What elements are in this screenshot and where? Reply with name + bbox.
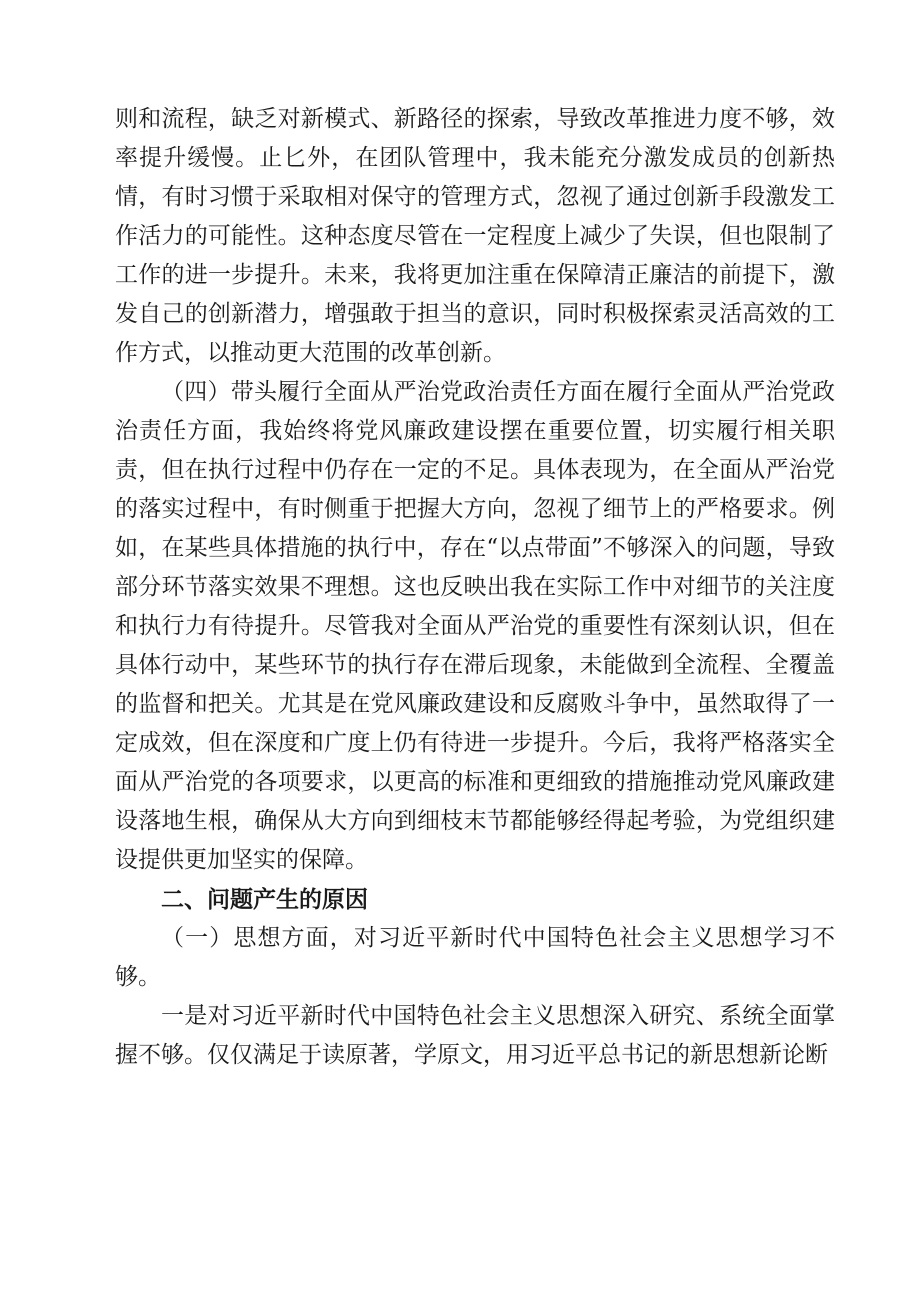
paragraph-point-one: 一是对习近平新时代中国特色社会主义思想深入研究、系统全面掌握不够。仅仅满足于读原著，学原文，用习近平总书记的新思想新论断	[115, 1003, 835, 1068]
paragraph-section-four: （四）带头履行全面从严治党政治责任方面在履行全面从严治党政治责任方面，我始终将党风廉政建设摆在重要位置，切实履行相关职责，但在执行过程中仍存在一定的不足。具体表现为，在全面从严治党的落实过程中，有时侧重于把握大方向，忽视了细节上的严格要求。例如，在某些具体措施的执行中，存在“以点带面”不够深入的问题，导致部分环节落实效果不理想。这也反映出我在实际工作中对细节的关注度和执行力有待提升。尽管我对全面从严治党的重要性有深刻认识，但在具体行动中，某些环节的执行存在滞后现象，未能做到全流程、全覆盖的监督和把关。尤其是在党风廉政建设和反腐败斗争中，虽然取得了一定成效，但在深度和广度上仍有待进一步提升。今后，我将严格落实全面从严治党的各项要求，以更高的标准和更细致的措施推动党风廉政建设落地生根，确保从大方向到细枝末节都能够经得起考验，为党组织建设提供更加坚实的保障。	[115, 379, 835, 873]
section-heading-causes: 二、问题产生的原因	[161, 886, 368, 913]
subheading-ideology: （一）思想方面，对习近平新时代中国特色社会主义思想学习不够。	[115, 925, 835, 990]
document-body	[115, 100, 835, 1075]
paragraph-innovation-continuation: 则和流程，缺乏对新模式、新路径的探索，导致改革推进力度不够，效率提升缓慢。止匕外，在团队管理中，我未能充分激发成员的创新热情，有时习惯于采取相对保守的管理方式，忽视了通过创新手段激发工作活力的可能性。这种态度尽管在一定程度上减少了失误，但也限制了工作的进一步提升。未来，我将更加注重在保障清正廉洁的前提下，激发自己的创新潜力，增强敢于担当的意识，同时积极探索灵活高效的工作方式，以推动更大范围的改革创新。	[115, 106, 835, 366]
